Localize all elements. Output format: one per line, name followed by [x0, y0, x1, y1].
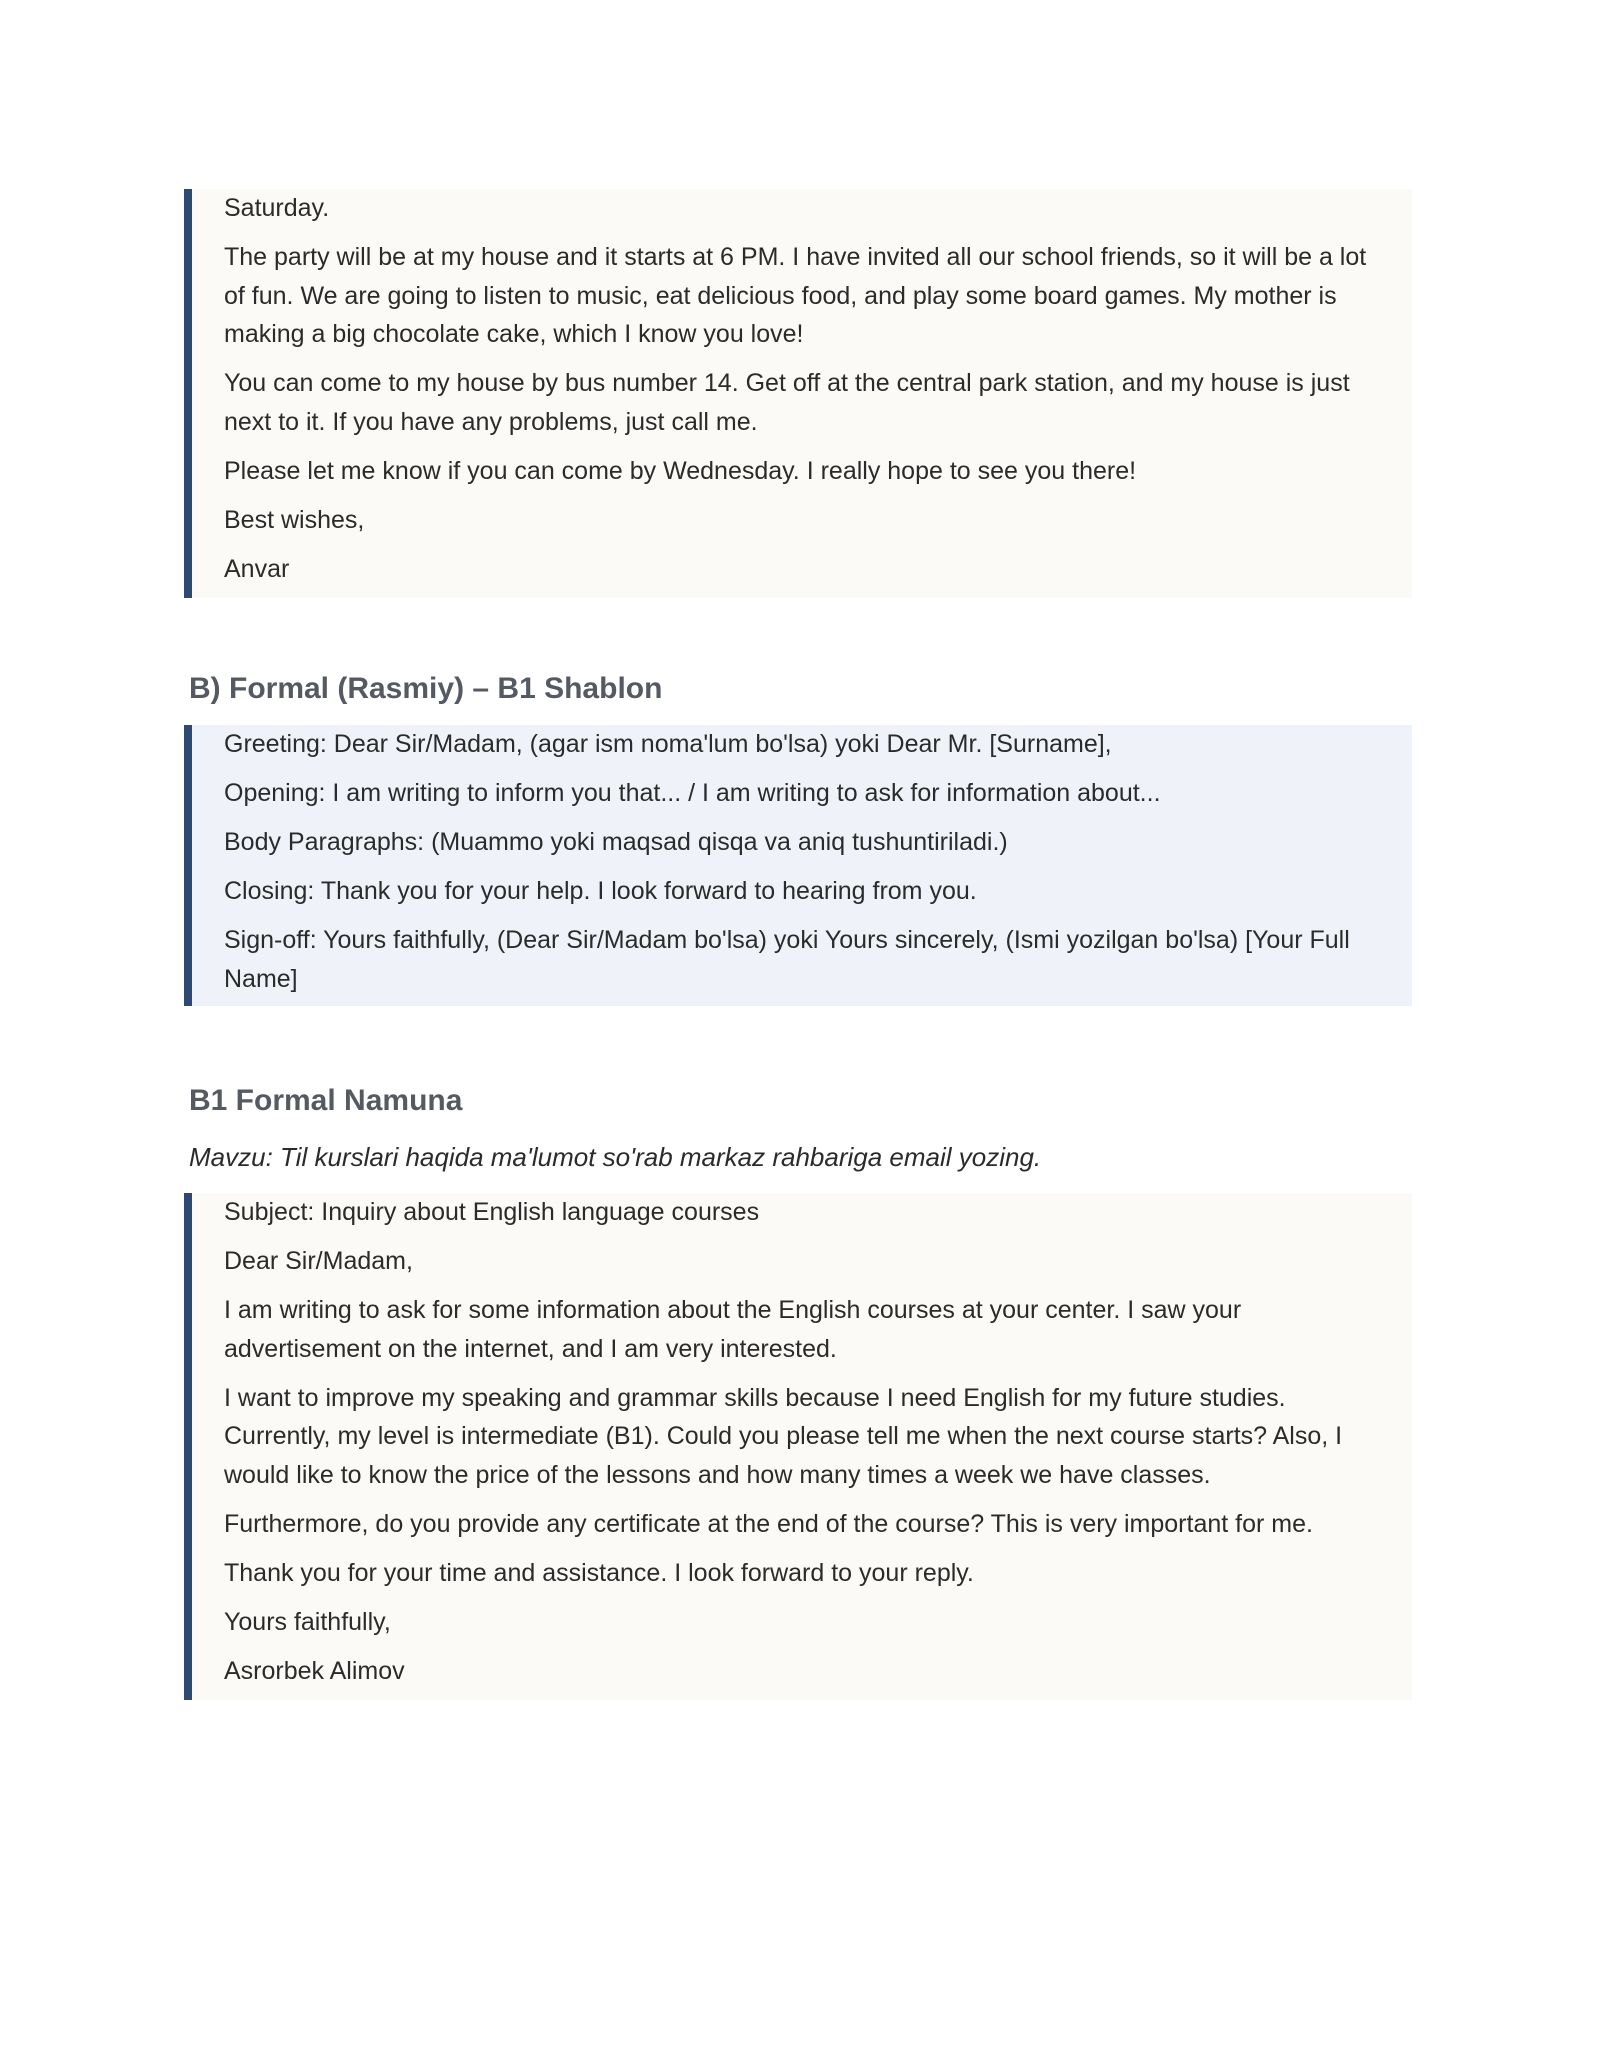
letter-paragraph: Thank you for your time and assistance. I look forward to your reply. [224, 1558, 974, 1587]
template-line-opening: Opening: I am writing to inform you that... / I am writing to ask for information about... [224, 779, 1161, 807]
letter-subject: Subject: Inquiry about English language courses [224, 1198, 760, 1226]
section-heading-formal-template: B) Formal (Rasmiy) – B1 Shablon [189, 672, 663, 705]
template-line-closing: Closing: Thank you for your help. I look forward to hearing from you. [224, 877, 977, 905]
letter-paragraph: Furthermore, do you provide any certificate at the end of the course? This is very important for me. [224, 1509, 1313, 1538]
letter-signature: Asrorbek Alimov [224, 1656, 405, 1685]
letter-greeting: Dear Sir/Madam, [224, 1247, 413, 1275]
formal-template-quote-block [184, 725, 1412, 1006]
letter-paragraph: You can come to my house by bus number 14. Get off at the central park station, and my house is just next to it. If you have any problems, just call me. [224, 369, 1350, 436]
template-line-signoff: Sign-off: Yours faithfully, (Dear Sir/Madam bo'lsa) yoki Yours sincerely, (Ismi yozilgan bo'lsa) [Your Full Name] [224, 926, 1350, 993]
task-prompt: Mavzu: Til kurslari haqida ma'lumot so'rab markaz rahbariga email yozing. [189, 1142, 1042, 1172]
letter-paragraph: Please let me know if you can come by Wednesday. I really hope to see you there! [224, 456, 1137, 485]
letter-signature: Anvar [224, 554, 290, 583]
letter-paragraph: The party will be at my house and it starts at 6 PM. I have invited all our school friends, so it will be a lot of fun. We are going to listen to music, eat delicious food, and play some board games. My mother is making a big chocolate cake, which I know you love! [224, 243, 1367, 348]
template-line-body: Body Paragraphs: (Muammo yoki maqsad qisqa va aniq tushuntiriladi.) [224, 828, 1008, 856]
section-heading-formal-example: B1 Formal Namuna [189, 1084, 463, 1117]
letter-paragraph: Saturday. [224, 194, 330, 222]
letter-closing: Best wishes, [224, 505, 365, 534]
formal-letter-quote-block [184, 1193, 1412, 1700]
template-line-greeting: Greeting: Dear Sir/Madam, (agar ism noma'lum bo'lsa) yoki Dear Mr. [Surname], [224, 730, 1112, 758]
letter-paragraph: I want to improve my speaking and grammar skills because I need English for my future studies. Currently, my level is intermediate (B1). Could you please tell me when the next course starts? Also, I would like to know the price of the lessons and how many times a week we have classes. [224, 1383, 1343, 1489]
informal-letter-quote-block [184, 189, 1412, 598]
letter-paragraph: I am writing to ask for some information about the English courses at your center. I saw your advertisement on the internet, and I am very interested. [224, 1296, 1242, 1363]
letter-closing: Yours faithfully, [224, 1607, 391, 1636]
